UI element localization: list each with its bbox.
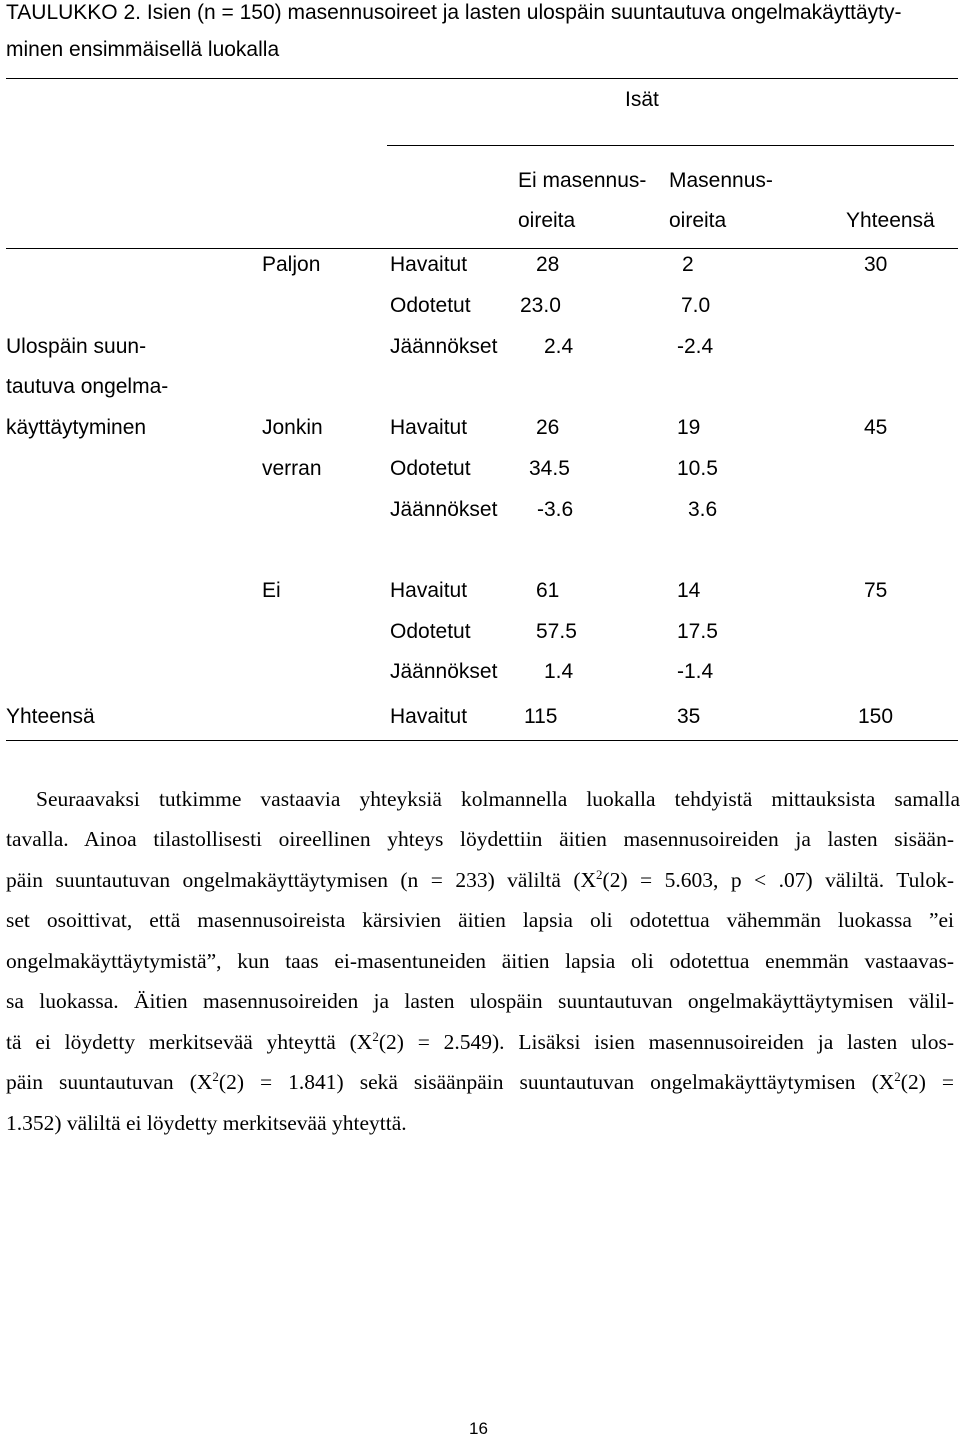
row-label-line1: Ulospäin suun- xyxy=(6,335,147,358)
cell-value: -1.4 xyxy=(677,660,714,683)
cell-total: 45 xyxy=(864,416,888,439)
stat-label: Havaitut xyxy=(390,579,468,602)
group-header-rule xyxy=(387,145,954,146)
cell-value: 19 xyxy=(677,416,701,439)
paragraph-line: Seuraavaksi tutkimme vastaavia yhteyksiä kolmannella luokalla tehdyistä mittauksista samalla xyxy=(36,787,960,811)
cell-value: 35 xyxy=(677,705,701,728)
cell-value: 115 xyxy=(524,705,558,728)
col-header-symptoms-line1: Masennus- xyxy=(669,169,773,192)
cell-total: 150 xyxy=(858,705,894,728)
level-ei: Ei xyxy=(262,579,281,602)
paragraph-line: tavalla. Ainoa tilastollisesti oireellinen yhteys löydettiin äitien masennusoireiden ja lasten sisään- xyxy=(6,827,954,851)
level-paljon: Paljon xyxy=(262,253,321,276)
level-verran: verran xyxy=(262,457,322,480)
cell-value: -3.6 xyxy=(537,498,574,521)
paragraph-line: set osoittivat, että masennusoireista kärsivien äitien lapsia oli odotettua vähemmän luokassa ”ei xyxy=(6,908,954,932)
cell-value: 34.5 xyxy=(529,457,570,480)
cell-value: 14 xyxy=(677,579,701,602)
stat-label: Jäännökset xyxy=(390,498,498,521)
cell-value: -2.4 xyxy=(677,335,714,358)
cell-value: 57.5 xyxy=(536,620,577,643)
cell-value: 2.4 xyxy=(544,335,574,358)
col-header-no-symptoms-line1: Ei masennus- xyxy=(518,169,647,192)
cell-value: 23.0 xyxy=(520,294,561,317)
row-label-line3: käyttäytyminen xyxy=(6,416,147,439)
cell-total: 30 xyxy=(864,253,888,276)
cell-value: 1.4 xyxy=(544,660,574,683)
col-header-symptoms-line2: oireita xyxy=(669,209,727,232)
cell-value: 10.5 xyxy=(677,457,718,480)
cell-value: 61 xyxy=(536,579,560,602)
paragraph-line: 1.352) väliltä ei löydetty merkitsevää yhteyttä. xyxy=(6,1111,407,1135)
total-row-label: Yhteensä xyxy=(6,705,95,728)
table-caption-line1: TAULUKKO 2. Isien (n = 150) masennusoireet ja lasten ulospäin suuntautuva ongelmakäyttäyty- xyxy=(6,1,902,24)
paragraph-line: tä ei löydetty merkitsevää yhteyttä $(X^2(2) = 2.549)$. Lisäksi isien masennusoireiden ja lasten ulos- xyxy=(6,1029,955,1054)
table-bottom-rule xyxy=(6,740,958,741)
paragraph-line: päin suuntautuvan $(X^2(2) = 1.841)$ sekä sisäänpäin suuntautuvan ongelmakäyttäytymisen ($X^2(2)$ = xyxy=(6,1069,954,1094)
stat-label: Jäännökset xyxy=(390,660,498,683)
stat-label: Havaitut xyxy=(390,253,468,276)
cell-value: 28 xyxy=(536,253,560,276)
paragraph-line: sa luokassa. Äitien masennusoireiden ja lasten ulospäin suuntautuvan ongelmakäyttäytymisen välil- xyxy=(6,989,954,1013)
stat-label: Havaitut xyxy=(390,416,468,439)
stat-label: Odotetut xyxy=(390,457,471,480)
level-jonkin: Jonkin xyxy=(262,416,323,439)
cell-value: 26 xyxy=(536,416,560,439)
paragraph-line: päin suuntautuvan ongelmakäyttäytymisen (n = 233) väliltä ($X^2(2) = 5.603$, p < .07) väliltä. Tulok- xyxy=(6,867,954,892)
page-number: 16 xyxy=(469,1419,488,1438)
group-header-isat: Isät xyxy=(625,88,659,111)
cell-value: 3.6 xyxy=(688,498,718,521)
cell-value: 7.0 xyxy=(681,294,711,317)
col-header-no-symptoms-line2: oireita xyxy=(518,209,576,232)
stat-label: Odotetut xyxy=(390,294,471,317)
cell-total: 75 xyxy=(864,579,888,602)
col-header-total: Yhteensä xyxy=(846,209,935,232)
table-caption-line2: minen ensimmäisellä luokalla xyxy=(6,38,280,61)
row-label-line2: tautuva ongelma- xyxy=(6,375,169,398)
stat-label: Havaitut xyxy=(390,705,468,728)
cell-value: 17.5 xyxy=(677,620,718,643)
header-bottom-rule xyxy=(6,248,958,249)
table-top-rule xyxy=(6,78,958,79)
cell-value: 2 xyxy=(682,253,694,276)
paragraph-line: ongelmakäyttäytymistä”, kun taas ei-masentuneiden äitien lapsia oli odotettua enemmän vastaavas- xyxy=(6,949,954,973)
stat-label: Odotetut xyxy=(390,620,471,643)
stat-label: Jäännökset xyxy=(390,335,498,358)
